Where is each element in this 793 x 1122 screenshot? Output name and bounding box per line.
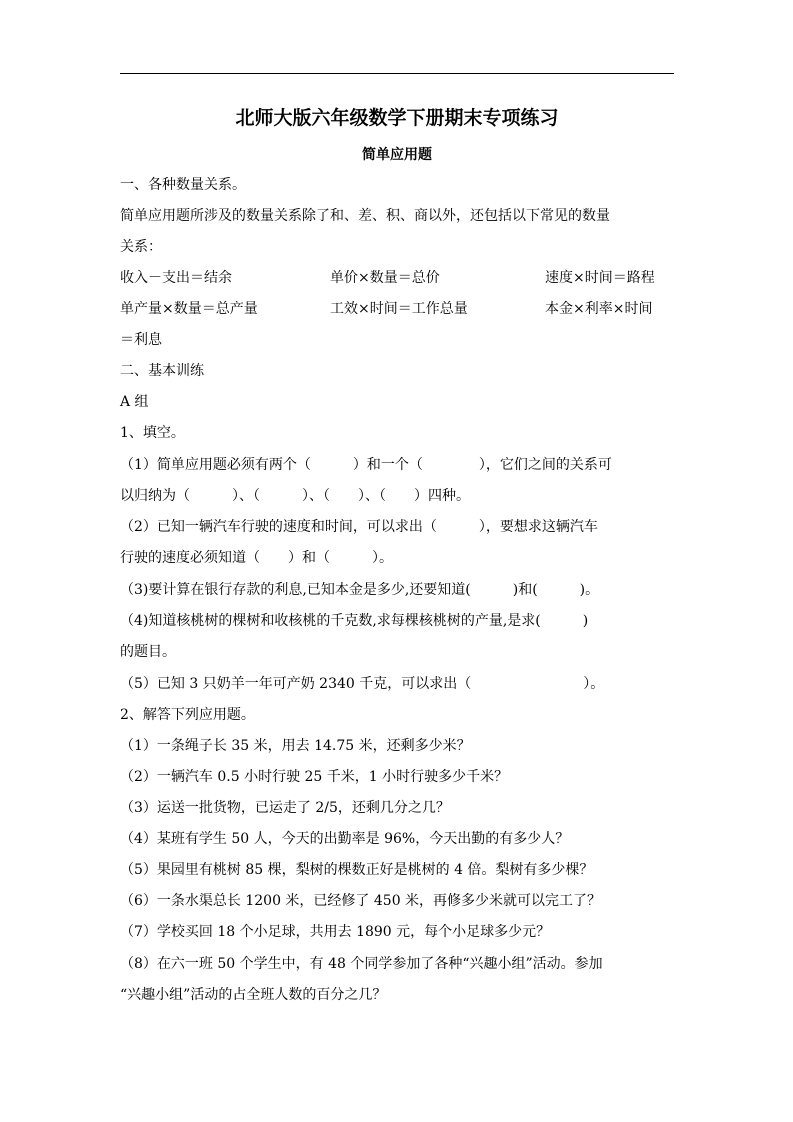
document-subtitle: 简单应用题 xyxy=(362,147,432,163)
section1-heading: 一、各种数量关系。 xyxy=(120,177,246,193)
q2-line: “兴趣小组”活动的占全班人数的百分之几？ xyxy=(120,987,387,1003)
section2-heading: 二、基本训练 xyxy=(120,363,204,379)
q2-line: （4）某班有学生 50 人，今天的出勤率是 96%，今天出勤的有多少人？ xyxy=(120,831,570,847)
q2-line: （6）一条水渠总长 1200 米，已经修了 450 米，再修多少米就可以完工了？ xyxy=(120,893,602,909)
formula-income: 收入－支出＝结余 xyxy=(120,270,232,286)
formula-distance: 速度×时间＝路程 xyxy=(545,270,655,286)
formula-yield: 单产量×数量＝总产量 xyxy=(120,301,258,317)
q2-line: （7）学校买回 18 个小足球，共用去 1890 元，每个小足球多少元？ xyxy=(120,924,551,940)
q1-heading: 1、填空。 xyxy=(120,425,185,441)
formula-price: 单价×数量＝总价 xyxy=(330,270,440,286)
formula-work: 工效×时间＝工作总量 xyxy=(330,301,468,317)
q2-line: （2）一辆汽车 0.5 小时行驶 25 千米，1 小时行驶多少千米？ xyxy=(120,769,509,785)
group-label: A 组 xyxy=(120,394,149,410)
q1-line: （3)要计算在银行存款的利息,已知本金是多少,还要知道( )和( )。 xyxy=(120,582,600,598)
q2-line: （3）运送一批货物，已运走了 2/5，还剩几分之几？ xyxy=(120,800,450,816)
q2-line: （1）一条绳子长 35 米，用去 14.75 米，还剩多少米？ xyxy=(120,738,471,754)
q1-line: 以归纳为（ ）、（ ）、（ ）、（ ）四种。 xyxy=(120,488,470,504)
q2-line: （5）果园里有桃树 85 棵，梨树的棵数正好是桃树的 4 倍。梨树有多少棵？ xyxy=(120,862,594,878)
q1-line: 的题目。 xyxy=(120,644,176,660)
section1-intro-line2: 关系： xyxy=(120,239,162,255)
formula-interest: 本金×利率×时间 xyxy=(545,301,653,317)
section1-intro-line1: 简单应用题所涉及的数量关系除了和、差、积、商以外，还包括以下常见的数量 xyxy=(120,208,610,224)
formula-interest-result: ＝利息 xyxy=(120,332,162,348)
q1-line: （1）简单应用题必须有两个（ ）和一个（ ），它们之间的关系可 xyxy=(120,457,612,473)
q1-line: （4)知道核桃树的棵树和收核桃的千克数,求每棵核桃树的产量,是求( ) xyxy=(120,613,589,629)
q2-line: （8）在六一班 50 个学生中，有 48 个同学参加了各种“兴趣小组”活动。参加 xyxy=(120,956,603,972)
q1-line: （2）已知一辆汽车行驶的速度和时间，可以求出（ ），要想求这辆汽车 xyxy=(120,519,598,535)
document-title: 北师大版六年级数学下册期末专项练习 xyxy=(235,107,559,129)
q1-line: 行驶的速度必须知道（ ）和（ ）。 xyxy=(120,550,393,566)
header-rule xyxy=(120,73,674,74)
q1-line: （5）已知 3 只奶羊一年可产奶 2340 千克，可以求出（ ）。 xyxy=(120,676,605,692)
q2-heading: 2、解答下列应用题。 xyxy=(120,707,255,723)
